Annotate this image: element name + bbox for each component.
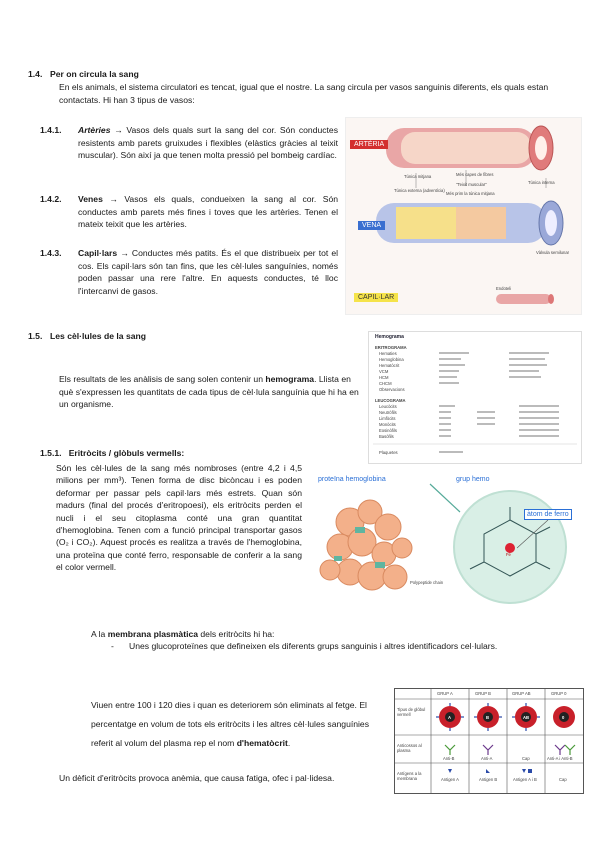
cell-type-label: A: [448, 715, 452, 720]
figure-note: Més capes de fibres: [456, 172, 494, 177]
arteries-text: Vasos dels quals surt la sang del cor. Són conductes resistents amb parets gruixudes i flexibles (elàstics gràcies al teixit muscular). Són així ja que tenen molta pressió pel bombeig cardíac.: [78, 125, 339, 161]
arteries-paragraph: [78, 124, 338, 162]
label-polypeptide: Polypeptide chain: [410, 580, 444, 585]
hemogram-figure: [368, 331, 582, 464]
subsection-1-5-1-heading: [40, 447, 184, 460]
hemogram-row: CHCM: [379, 381, 392, 386]
figure-note: "Teixit muscular": [456, 182, 487, 187]
arteries-term: Artèries: [78, 125, 111, 135]
antibody-label: Anti-A: [481, 756, 493, 761]
membrane-term: membrana plasmàtica: [107, 629, 199, 639]
deficit-paragraph: Un dèficit d'eritròcits provoca anèmia, que causa fatiga, ofec i pal·lidesa.: [59, 773, 335, 783]
section-title: Les cèl·lules de la sang: [50, 331, 147, 341]
cell-type-label: 0: [562, 715, 565, 720]
antigen-label: Antigen A: [441, 777, 459, 782]
hemogram-row: Leucòcits: [379, 404, 397, 409]
antibody-label: Anti-B: [443, 756, 455, 761]
row-label: Antígens a la membrana: [397, 771, 422, 781]
figure-note: Túnica interna: [528, 180, 555, 185]
table-header: GRUP 0: [551, 691, 567, 696]
section-1-4-intro: En els animals, el sistema circulatori es tencat, igual que el nostre. La sang circula per vasos sanguinis diferents, els quals estan contactats. Hi han 3 tipus de vasos:: [59, 82, 549, 105]
cell-type-label: B: [486, 715, 490, 720]
text: .: [287, 738, 291, 748]
figure-note: Túnica externa (adventícia): [394, 188, 445, 193]
antigen-label: Antigen A i B: [513, 777, 537, 782]
label-vena: VENA: [358, 221, 385, 230]
hemogram-row: Monòcits: [379, 422, 396, 427]
erythrocytes-paragraph: Són les cèl·lules de la sang més nombroses (entre 4,2 i 4,5 milions per mm³). Tenen forma de disc bicòncau i es poden deformar per passar pels capil·lars més estrets. Quan són madurs (final del procés d'eritropoesi), els eritròcits perden el nucli i el seu citoplasma conté una gran quantitat d'hemoglobina. Tenen com a funció principal transportar gasos (O₂ i CO₂). Aquest procés es realitza a través de l'hemoglobina, una proteïna que conté ferro, responsable de conferir a la sang el color vermell.: [56, 463, 302, 573]
antibody-label: Cap: [522, 756, 530, 761]
hemogram-row: VCM: [379, 369, 389, 374]
row-label: Tipus de glòbul vermell: [397, 707, 426, 717]
subsection-number: 1.5.1.: [40, 448, 62, 458]
hemogram-row: Plaquetes: [379, 450, 398, 455]
row-label: Anticossos al plasma: [397, 743, 422, 753]
colon: :: [181, 448, 185, 458]
label-fe: Fe: [506, 552, 511, 557]
label-iron-atom: àtom de ferro: [524, 509, 572, 520]
venes-text: Vasos els quals, condueixen la sang al cor. Són conductes amb parets més fines i toves que les artèries. Tenen el mateix teixit que les artèries.: [78, 194, 339, 230]
subsection-number: 1.4.3.: [40, 248, 62, 258]
hemogram-row: Limfòcits: [379, 416, 396, 421]
section-1-4-heading: [28, 68, 139, 81]
arrow: →: [120, 248, 129, 258]
section-title: Per on circula la sang: [50, 69, 139, 79]
label-capillar: CAPIL·LAR: [354, 293, 398, 302]
membrane-bullet: Unes glucoproteïnes que defineixen els diferents grups sanguinis i altres identificadors cel·lulars.: [129, 641, 498, 651]
hemogram-row: HCM: [379, 375, 389, 380]
section-1-5-heading: [28, 330, 146, 343]
subsection-title: Eritròcits / glòbuls vermells: [68, 448, 182, 458]
antigen-label: Cap: [559, 777, 567, 782]
figure-note: Túnica mitjana: [404, 174, 432, 179]
antibody-label: Anti-A i Anti-B: [547, 756, 573, 761]
capil-term: Capil·lars: [78, 248, 118, 258]
table-header: GRUP B: [475, 691, 491, 696]
hemogram-section: LEUCOGRAMA: [375, 398, 406, 403]
hemogram-paragraph: [59, 373, 359, 411]
hemogram-row: Basòfils: [379, 434, 394, 439]
label-heme-group: grup hemo: [456, 476, 490, 483]
capil-text: Conductes més patits. És el que distribueix per tot el cos. Els capil·lars són tan fins, que les cèl·lules sanguínies, només poden passar una rere l'altre. En aquests conductes, té lloc l'intercanvi de gasos.: [78, 248, 339, 296]
cell-type-label: AB: [523, 715, 530, 720]
text: Viuen entre 100 i 120 dies i quan es deteriorem són eliminats al fetge. El percentatge en volum de tots els eritròcits i les altres cèl·lules sanguínies referit al volum del plasma rep el nom: [91, 700, 370, 748]
table-header: GRUP A: [437, 691, 453, 696]
blood-vessels-figure: [345, 117, 582, 315]
hemogram-row: Hemoglobina: [379, 357, 404, 362]
text: . Llista en què s'expressen les quantitats de cada tipus de cèl·lula sanguínia que hi ha en un organisme.: [59, 374, 359, 410]
table-header: GRUP AB: [512, 691, 531, 696]
hemogram-row: Hematies: [379, 351, 397, 356]
blood-group-table: [394, 688, 584, 794]
arrow: →: [114, 125, 123, 135]
hemogram-values: [369, 332, 581, 463]
membrane-intro: [91, 628, 511, 641]
hemogram-title: Hemograma: [375, 334, 404, 340]
hemoglobin-illustration: [310, 472, 584, 610]
figure-note: Vàlvula semilunar: [536, 250, 570, 255]
subsection-number: 1.4.2.: [40, 194, 62, 204]
text: dels eritròcits hi ha:: [198, 629, 275, 639]
arrow: →: [109, 194, 118, 204]
lifespan-paragraph: [91, 696, 383, 753]
bullet-mark: -: [111, 641, 114, 651]
text: A la: [91, 629, 108, 639]
text: Els resultats de les anàlisis de sang solen contenir un: [59, 374, 266, 384]
hemogram-term: hemograma: [265, 374, 315, 384]
hemoglobin-figure: [310, 472, 584, 610]
hemogram-row: Neutròfils: [379, 410, 397, 415]
label-arteria: ARTÈRIA: [350, 140, 388, 149]
venes-paragraph: [78, 193, 338, 231]
antigen-label: Antigen B: [479, 777, 498, 782]
capil-paragraph: [78, 247, 338, 297]
section-number: 1.4.: [28, 69, 43, 79]
figure-note: Endoteli: [496, 286, 512, 291]
hemogram-row: Hematòcrit: [379, 363, 400, 368]
figure-note: Més prim la túnica mitjana: [446, 191, 495, 196]
venes-term: Venes: [78, 194, 103, 204]
hematocrit-term: d'hematòcrit: [236, 738, 288, 748]
subsection-number: 1.4.1.: [40, 125, 62, 135]
section-number: 1.5.: [28, 331, 43, 341]
hemogram-row: Eosinòfils: [379, 428, 397, 433]
hemogram-row: Observacions: [379, 387, 405, 392]
label-protein: proteïna hemoglobina: [318, 476, 386, 483]
hemogram-section: ERITROGRAMA: [375, 345, 407, 350]
